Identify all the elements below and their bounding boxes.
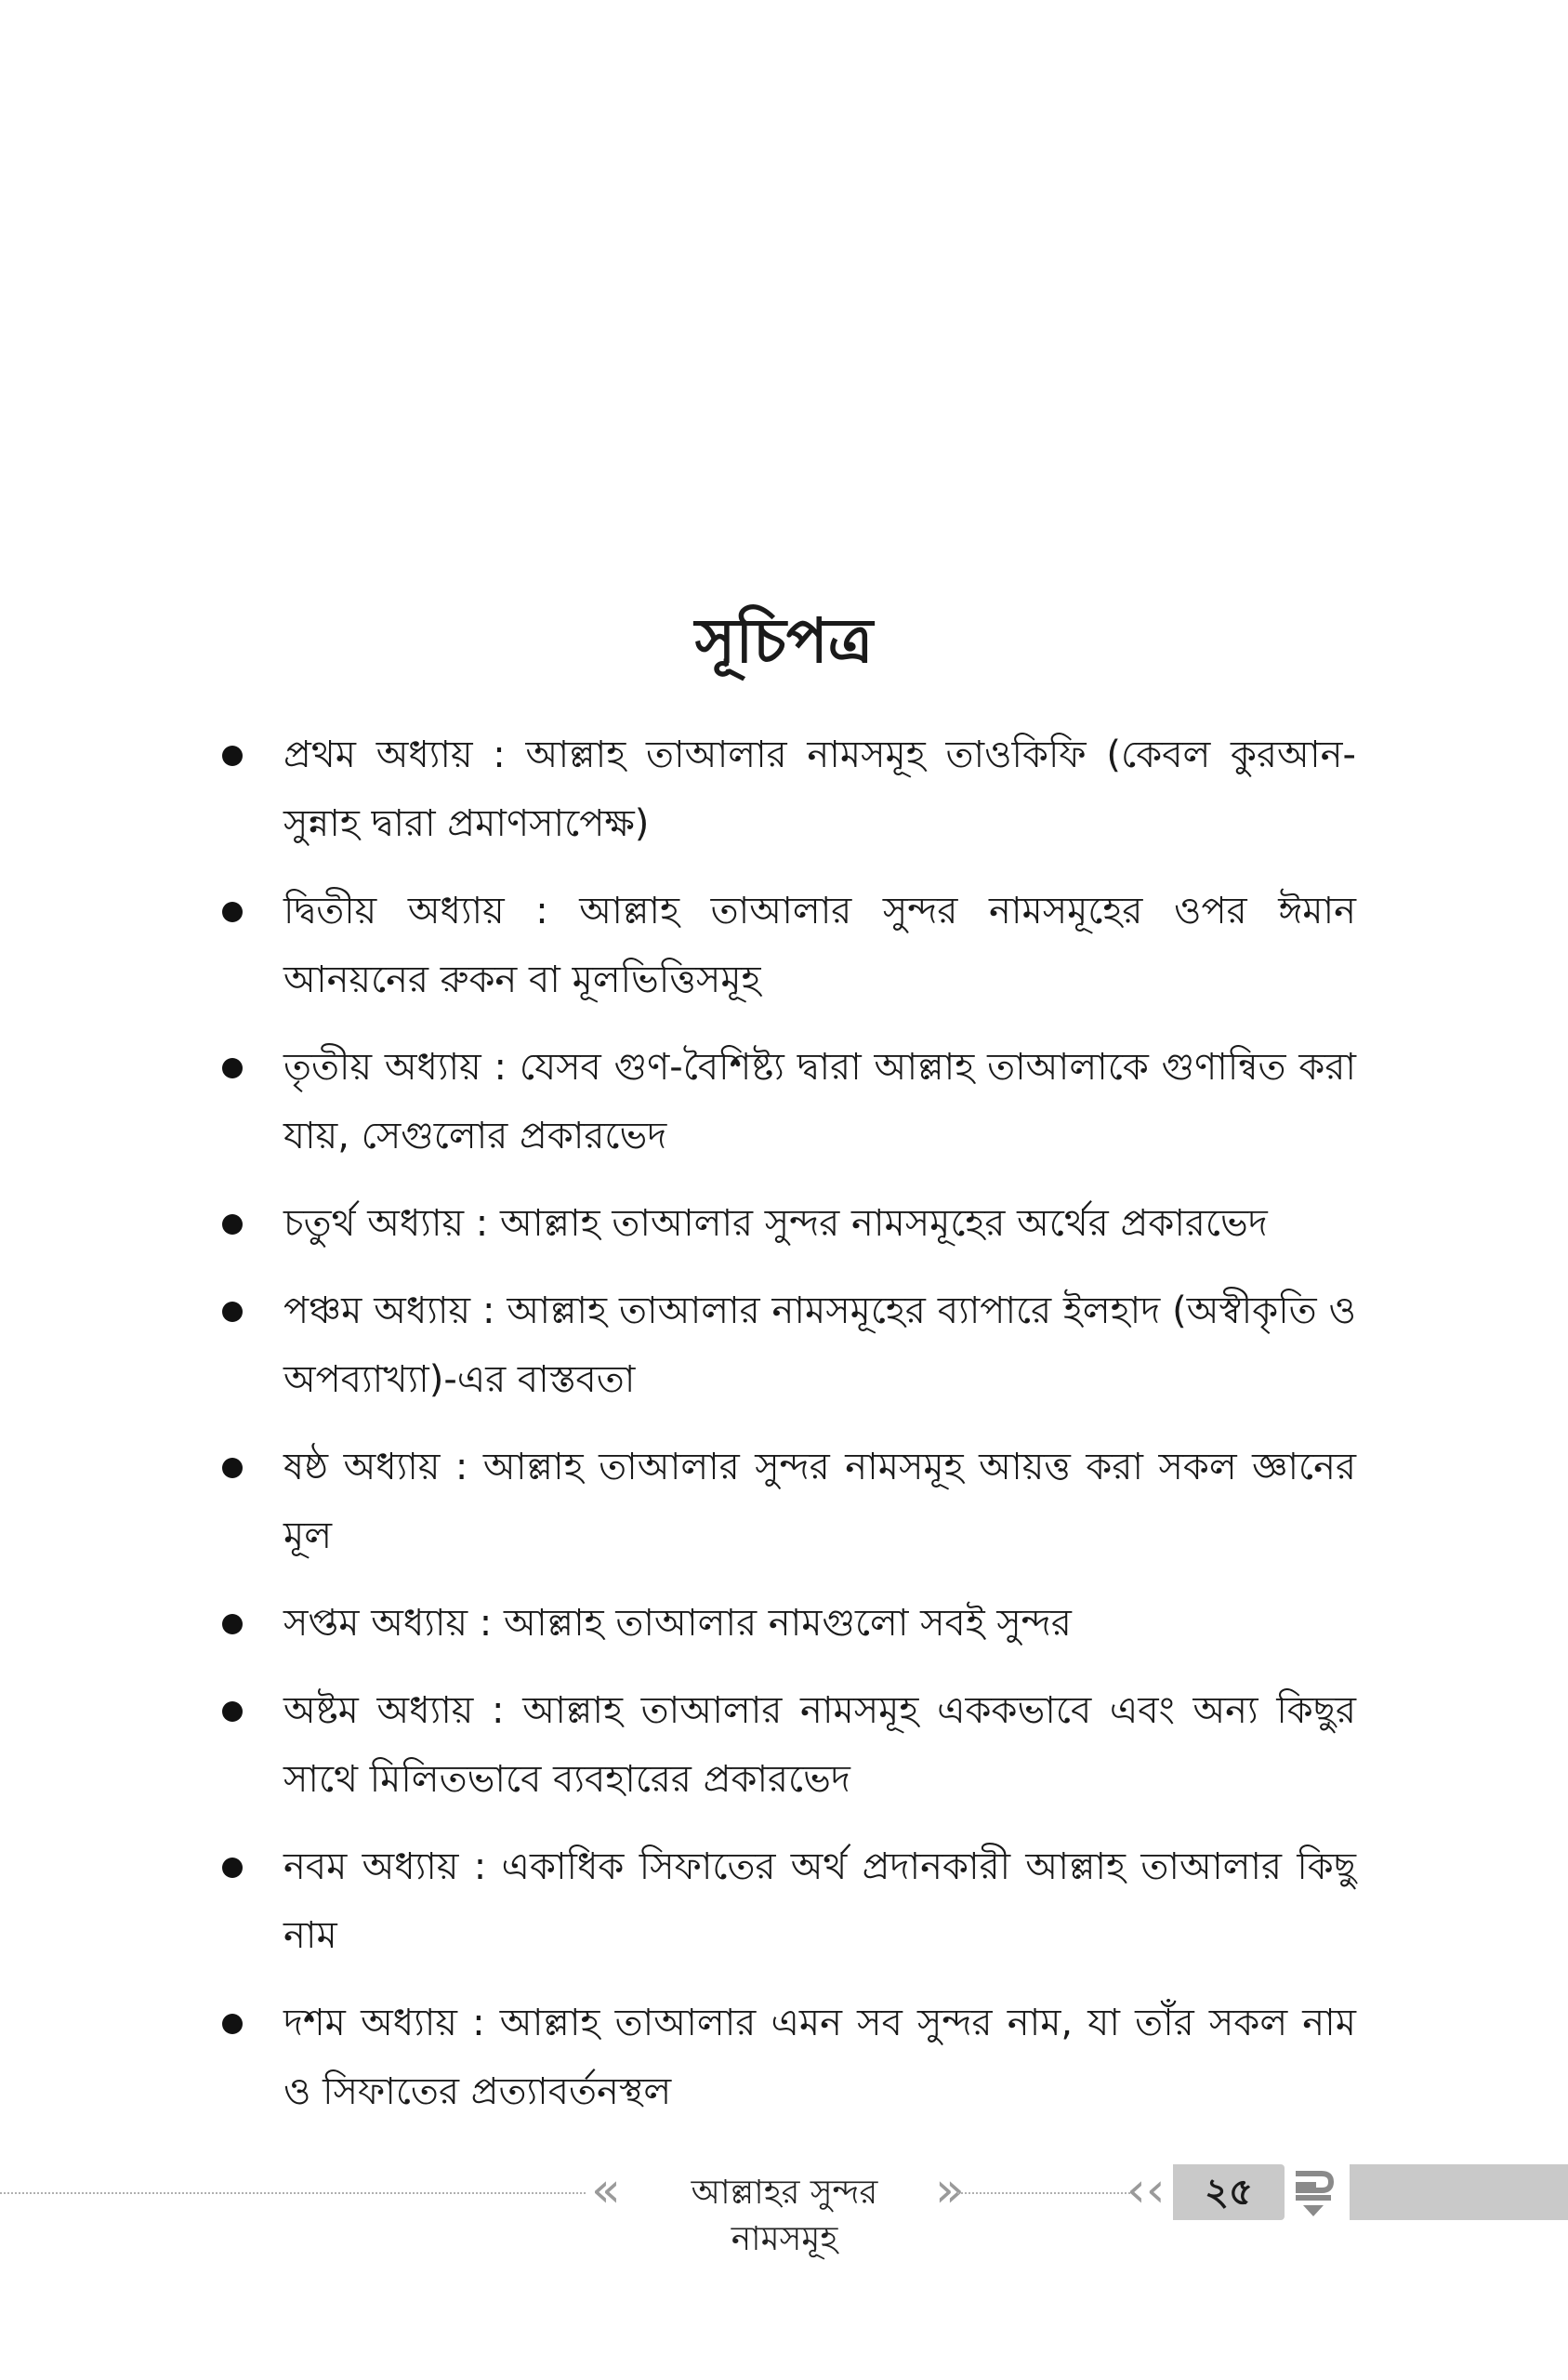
footer-bar xyxy=(1350,2164,1568,2220)
table-of-contents xyxy=(220,721,1356,2145)
toc-item-10 xyxy=(220,1989,1356,2126)
toc-item-2 xyxy=(220,877,1356,1014)
bullet-icon xyxy=(222,1058,243,1078)
footer-divider xyxy=(957,2192,1134,2194)
bullet-icon xyxy=(222,1858,243,1878)
toc-item-text: প্রথম অধ্যায় : আল্লাহ তাআলার নামসমূহ তাওকিফি (কেবল কুরআন-সুন্নাহ দ্বারা প্রমাণসাপেক্ষ) xyxy=(283,734,1356,845)
bullet-icon xyxy=(222,902,243,922)
toc-item-5 xyxy=(220,1276,1356,1414)
chevron-left-icon: « xyxy=(591,2162,621,2218)
running-book-title: আল্লাহর সুন্দর নামসমূহ xyxy=(691,2174,878,2258)
bullet-icon xyxy=(222,1214,243,1235)
footer-divider xyxy=(0,2192,586,2194)
publisher-logo-icon xyxy=(1290,2164,1337,2220)
toc-item-3 xyxy=(220,1033,1356,1170)
toc-item-text: নবম অধ্যায় : একাধিক সিফাতের অর্থ প্রদানকারী আল্লাহ তাআলার কিছু নাম xyxy=(283,1845,1356,1957)
toc-item-text: ষষ্ঠ অধ্যায় : আল্লাহ তাআলার সুন্দর নামসমূহ আয়ত্ত করা সকল জ্ঞানের মূল xyxy=(283,1446,1356,1557)
toc-item-4 xyxy=(220,1189,1356,1258)
toc-item-text: তৃতীয় অধ্যায় : যেসব গুণ-বৈশিষ্ট্য দ্বারা আল্লাহ তাআলাকে গুণান্বিত করা যায়, সেগুলোর প্রকারভেদ xyxy=(283,1046,1356,1157)
bullet-icon xyxy=(222,1458,243,1478)
toc-item-8 xyxy=(220,1676,1356,1814)
toc-item-text: দশম অধ্যায় : আল্লাহ তাআলার এমন সব সুন্দর নাম, যা তাঁর সকল নাম ও সিফাতের প্রত্যাবর্তনস্থল xyxy=(283,2002,1356,2113)
toc-item-6 xyxy=(220,1433,1356,1570)
toc-item-text: সপ্তম অধ্যায় : আল্লাহ তাআলার নামগুলো সবই সুন্দর xyxy=(283,1602,1072,1645)
bullet-icon xyxy=(222,1302,243,1322)
bullet-icon xyxy=(222,746,243,766)
toc-item-1 xyxy=(220,721,1356,858)
page-number: ২৫ xyxy=(1173,2164,1285,2220)
page-title: সূচিপত্র xyxy=(694,605,874,677)
toc-item-7 xyxy=(220,1589,1356,1658)
toc-item-text: দ্বিতীয় অধ্যায় : আল্লাহ তাআলার সুন্দর নামসমূহের ওপর ঈমান আনয়নের রুকন বা মূলভিত্তিসমূহ xyxy=(283,890,1356,1001)
page-footer xyxy=(0,2157,1568,2258)
chevron-right-icon: » xyxy=(935,2162,965,2218)
bullet-icon xyxy=(222,1614,243,1634)
toc-item-9 xyxy=(220,1832,1356,1970)
bullet-icon xyxy=(222,2014,243,2034)
chevron-page-icon: ‹‹ xyxy=(1127,2162,1166,2218)
toc-item-text: পঞ্চম অধ্যায় : আল্লাহ তাআলার নামসমূহের ব্যাপারে ইলহাদ (অস্বীকৃতি ও অপব্যাখ্যা)-এর বাস্তবতা xyxy=(283,1289,1356,1401)
toc-item-text: অষ্টম অধ্যায় : আল্লাহ তাআলার নামসমূহ এককভাবে এবং অন্য কিছুর সাথে মিলিতভাবে ব্যবহারের প্রকারভেদ xyxy=(283,1689,1356,1801)
toc-item-text: চতুর্থ অধ্যায় : আল্লাহ তাআলার সুন্দর নামসমূহের অর্থের প্রকারভেদ xyxy=(283,1202,1268,1245)
bullet-icon xyxy=(222,1701,243,1722)
